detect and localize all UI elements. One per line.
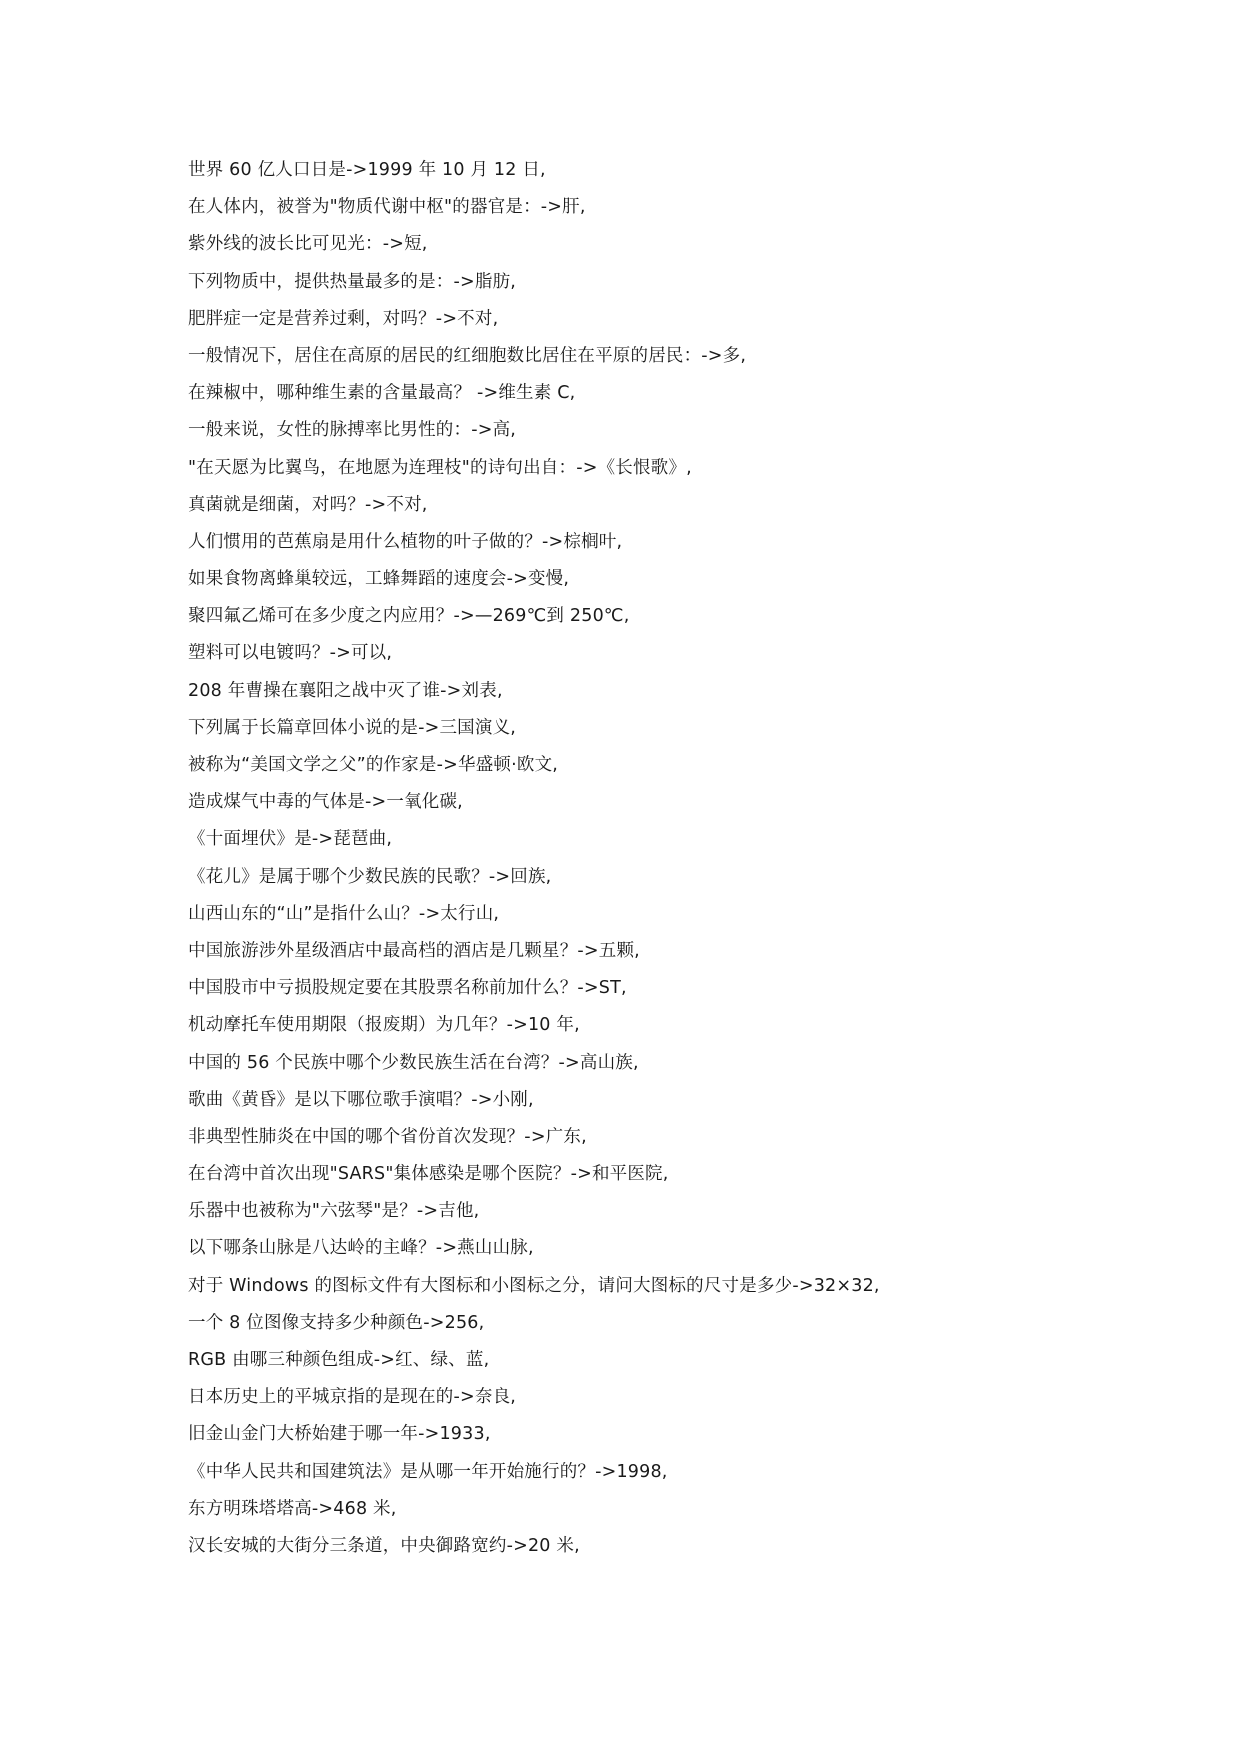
qa-line: 《中华人民共和国建筑法》是从哪一年开始施行的？->1998, xyxy=(188,1461,668,1482)
qa-line: 山西山东的“山”是指什么山？->太行山, xyxy=(188,903,500,924)
qa-line: 非典型性肺炎在中国的哪个省份首次发现？->广东, xyxy=(188,1126,587,1147)
qa-line: 乐器中也被称为"六弦琴"是？->吉他, xyxy=(188,1201,480,1222)
qa-line: 中国旅游涉外星级酒店中最高档的酒店是几颗星？->五颗, xyxy=(188,940,640,961)
qa-line: 歌曲《黄昏》是以下哪位歌手演唱？->小刚, xyxy=(188,1089,534,1110)
qa-line: 日本历史上的平城京指的是现在的->奈良, xyxy=(188,1387,517,1408)
qa-line: 机动摩托车使用期限（报废期）为几年？->10 年, xyxy=(188,1015,580,1036)
qa-line: 中国股市中亏损股规定要在其股票名称前加什么？->ST, xyxy=(188,978,627,999)
qa-line: 世界 60 亿人口日是->1999 年 10 月 12 日, xyxy=(188,160,546,180)
qa-line: 在台湾中首次出现"SARS"集体感染是哪个医院？->和平医院, xyxy=(188,1164,669,1185)
qa-line: 如果食物离蜂巢较远，工蜂舞蹈的速度会->变慢, xyxy=(188,569,570,590)
qa-line: 旧金山金门大桥始建于哪一年->1933, xyxy=(188,1424,491,1445)
qa-line: 聚四氟乙烯可在多少度之内应用？->—269℃到 250℃, xyxy=(188,606,630,627)
qa-line: 造成煤气中毒的气体是->一氧化碳, xyxy=(188,792,463,813)
qa-line: 208 年曹操在襄阳之战中灭了谁->刘表, xyxy=(188,680,503,701)
qa-line: 真菌就是细菌，对吗？->不对, xyxy=(188,494,428,515)
qa-line: 以下哪条山脉是八达岭的主峰？->燕山山脉, xyxy=(188,1238,534,1259)
qa-line: 《花儿》是属于哪个少数民族的民歌？->回族, xyxy=(188,866,552,887)
qa-list xyxy=(188,155,1188,1568)
qa-line: 下列物质中，提供热量最多的是：->脂肪, xyxy=(188,271,517,292)
qa-line: "在天愿为比翼鸟，在地愿为连理枝"的诗句出自：->《长恨歌》, xyxy=(188,457,692,478)
qa-line: 塑料可以电镀吗？->可以, xyxy=(188,643,393,664)
qa-line: 一般来说，女性的脉搏率比男性的：->高, xyxy=(188,420,517,441)
qa-line: 对于 Windows 的图标文件有大图标和小图标之分，请问大图标的尺寸是多少->32×32, xyxy=(188,1275,880,1296)
qa-line: 一般情况下，居住在高原的居民的红细胞数比居住在平原的居民：->多, xyxy=(188,345,747,366)
qa-line: 紫外线的波长比可见光：->短, xyxy=(188,234,428,255)
qa-line: 《十面埋伏》是->琵琶曲, xyxy=(188,829,393,850)
qa-line: 中国的 56 个民族中哪个少数民族生活在台湾？->高山族, xyxy=(188,1052,639,1073)
qa-line: 一个 8 位图像支持多少种颜色->256, xyxy=(188,1312,485,1333)
qa-line: 肥胖症一定是营养过剩，对吗？->不对, xyxy=(188,308,499,329)
qa-line: 在辣椒中，哪种维生素的含量最高？ ->维生素 C, xyxy=(188,383,576,404)
qa-line: RGB 由哪三种颜色组成->红、绿、蓝, xyxy=(188,1350,490,1370)
qa-line: 下列属于长篇章回体小说的是->三国演义, xyxy=(188,717,517,738)
qa-line: 在人体内，被誉为"物质代谢中枢"的器官是：->肝, xyxy=(188,197,586,218)
qa-line: 东方明珠塔塔高->468 米, xyxy=(188,1498,397,1519)
qa-line: 汉长安城的大街分三条道，中央御路宽约->20 米, xyxy=(188,1535,580,1556)
qa-line: 被称为“美国文学之父”的作家是->华盛顿·欧文, xyxy=(188,755,559,775)
qa-line: 人们惯用的芭蕉扇是用什么植物的叶子做的？->棕榈叶, xyxy=(188,531,623,552)
